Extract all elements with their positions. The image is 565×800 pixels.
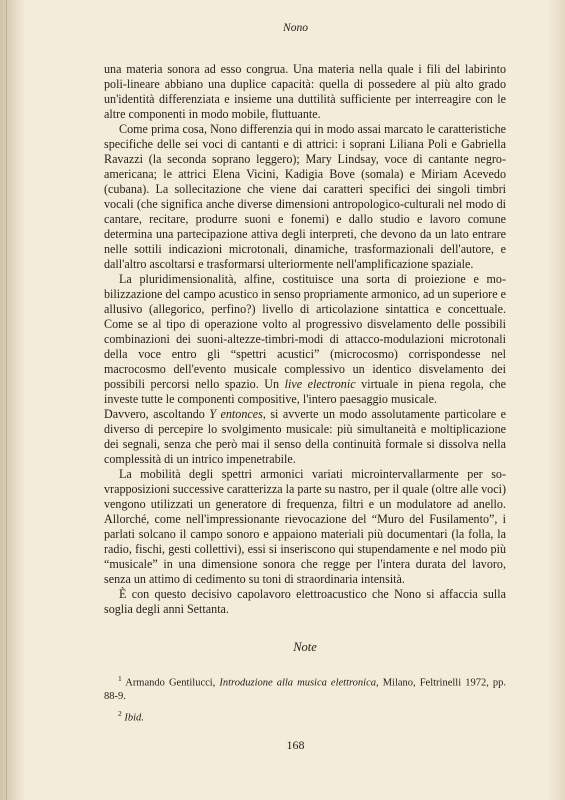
footnote-2 [104, 707, 506, 725]
paragraph-4-text-b: , si avverte un modo assolutamente particolare e diverso di percepire lo svolgimento musicale: più simultaneità e moltiplicazione dei segnali, senza che però mai il senso della continuità formale si dissolva nella complessità di un intrico impenetrabile. [104, 407, 506, 466]
work-title-y-entonces: Y entonces [209, 407, 263, 421]
paragraph-1: una materia sonora ad esso congrua. Una materia nella quale i fili del labirinto poli-lineare abbiano una duplice capacità: quella di possedere al più alto grado un'identità differenziata e insieme una duttilità sufficiente per interreagire con le altre componenti in modo mobile, fluttuante. [104, 62, 506, 121]
page-number: 168 [286, 738, 305, 752]
paragraph-4-text-a: Davvero, ascoltando [104, 407, 210, 421]
footnote-1 [104, 672, 506, 703]
footnote-2-marker: 2 [118, 708, 122, 718]
footnote-1-marker: 1 [118, 674, 122, 683]
live-electronic-term: live electronic [284, 377, 356, 391]
paragraph-3-text-a: La pluridimensionalità, alfine, costituisce una sorta di proiezione e mobilizzazione del campo acustico in senso propriamente armonico, ad un superiore e allusivo (allegorico, perfino?) livello di articolazione sintattica e concettuale. Come se al tipo di operazione volto al progressivo disvelamento delle possibili combinazioni dei suoni-altezze-timbri-modi di attacco-modulazioni microtonali della voce entro gli “spettri acustici” (microcosmo) corrispondesse nel macrocosmo dell'evento musicale complessivo un identico disvelamento dei possibili percorsi nello spazio. Un [104, 272, 506, 391]
footnote-1-text-b: , Milano, Feltrinelli 1972, pp. 88-9. [104, 677, 507, 702]
page-edge-shadow [547, 0, 565, 800]
paragraph-5: La mobilità degli spettri armonici variati microintervallarmente per sovrapposizioni successive caratterizza la parte su nastro, per il quale (oltre alle voci) vengono utilizzati un generatore di frequenza, filtri e un modulatore ad anello. Allorché, come nell'impressionante rievocazione del “Muro del Fusilamento”, i parlati solcano il campo sonoro e appaiono materiali più documentari (la folla, la radio, fischi, gesti collettivi), essi si inseriscono qui stupendamente e nel modo più “musicale” in una dimensione sonora che regge per l'intera durata del lavoro, senza un attimo di cedimento su toni di straordinaria intensità. [104, 467, 506, 586]
paragraph-3-text-b: virtuale in piena regola, che investe tutte le componenti compositive, l'intero paesaggio musicale. [104, 377, 506, 406]
book-spine-shadow [0, 0, 26, 800]
footnotes [104, 672, 506, 728]
notes-heading: Note [293, 640, 317, 654]
footnote-1-text-a: Armando Gentilucci, [121, 677, 220, 689]
footnote-1-book-title: Introduzione alla musica elettronica [219, 677, 377, 689]
paragraph-3 [104, 272, 506, 407]
paragraph-4 [104, 407, 506, 467]
footnote-2-ibid: Ibid. [124, 712, 144, 723]
paragraph-2: Come prima cosa, Nono differenzia qui in modo assai marcato le caratteristiche specifiche delle sei voci di cantanti e di attrici: i soprani Liliana Poli e Gabriella Ravazzi (la seconda soprano leggero); Mary Lindsay, voce di cantante negro-americana; le attrici Elena Vicini, Kadigia Bove (somala) e Miriam Acevedo (cubana). La sollecitazione che viene dai caratteri specifici dei singoli timbri vocali (che significa anche diverse dimensioni antropologico-culturali nel modo di cantare, recitare, produrre suoni e fonemi) e dallo studio e lavoro comune determina una partecipazione attiva degli interpreti, che devono da un lato entrare nelle sottili indicazioni microtonali, dinamiche, trasformazionali dell'autore, e dall'altro ascoltarsi e trasformarsi ulteriormente nell'amplificazione spaziale. [104, 122, 506, 271]
paragraph-6: È con questo decisivo capolavoro elettroacustico che Nono si affaccia sulla soglia degli anni Settanta. [104, 587, 506, 616]
body-text [104, 62, 506, 617]
running-head: Nono [283, 22, 308, 34]
